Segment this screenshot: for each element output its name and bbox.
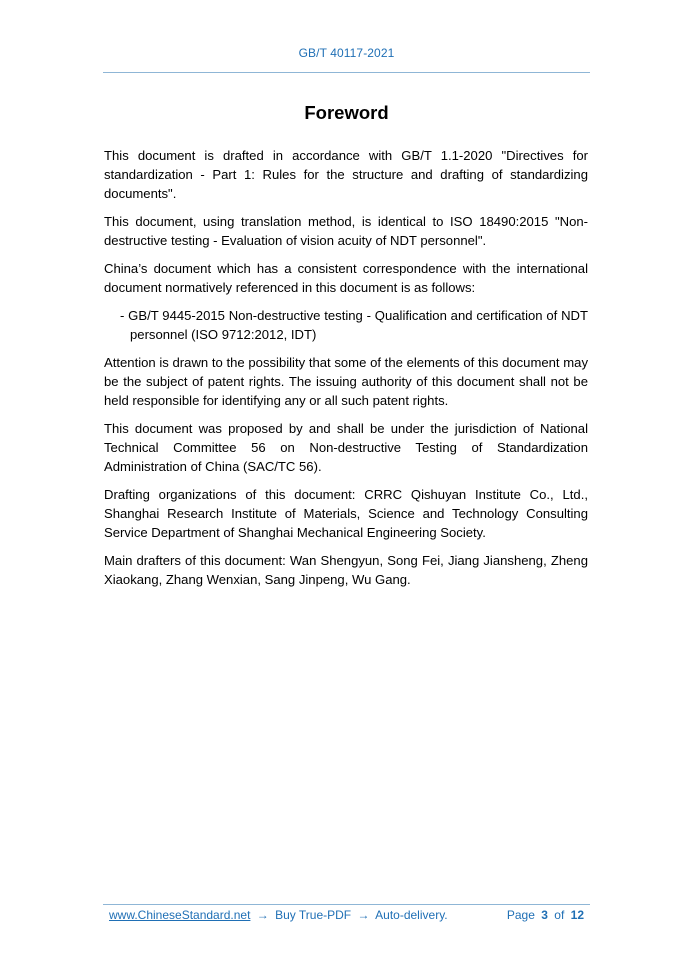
paragraph-main-drafters: Main drafters of this document: Wan Shengyun, Song Fei, Jiang Jiansheng, Zheng Xiaokang, Zhang Wenxian, Sang Jinpeng, Wu Gang. xyxy=(104,553,588,587)
page-footer xyxy=(109,908,587,922)
footer-divider xyxy=(103,904,590,905)
arrow-right-icon: → xyxy=(256,908,269,922)
list-item-referenced-standard: - GB/T 9445-2015 Non-destructive testing - Qualification and certification of NDT personnel (ISO 9712:2012, IDT) xyxy=(120,308,588,342)
section-title: Foreword xyxy=(304,102,389,123)
paragraph-correspondence: China’s document which has a consistent correspondence with the international document normatively referenced in this document is as follows: xyxy=(104,261,588,295)
paragraph-jurisdiction: This document was proposed by and shall be under the jurisdiction of National Technical Committee 56 on Non-destructive Testing of Standardization Administration of China (SAC/TC 56). xyxy=(104,421,588,474)
auto-delivery-text: Auto-delivery. xyxy=(375,908,448,922)
page-of-label: of xyxy=(554,908,565,922)
site-link[interactable]: www.ChineseStandard.net xyxy=(109,908,251,922)
paragraph-translation-method: This document, using translation method, is identical to ISO 18490:2015 "Non-destructive testing - Evaluation of vision acuity of NDT personnel". xyxy=(104,214,588,248)
paragraph-patent-rights: Attention is drawn to the possibility that some of the elements of this document may be the subject of patent rights. The issuing authority of this document shall not be held responsible for identifying any or all such patent rights. xyxy=(104,355,588,408)
page-label: Page xyxy=(506,908,535,922)
paragraph-drafting-organizations: Drafting organizations of this document: CRRC Qishuyan Institute Co., Ltd., Shanghai Research Institute of Materials, Science and Technology Consulting Service Department of Shanghai Mechanical Engineering Society. xyxy=(104,487,588,540)
arrow-right-icon: → xyxy=(357,908,370,922)
buy-true-pdf-text: Buy True-PDF xyxy=(275,908,352,922)
header-divider xyxy=(103,72,590,73)
page-header-doc-code: GB/T 40117-2021 xyxy=(298,46,395,60)
paragraph-drafting-rules: This document is drafted in accordance with GB/T 1.1-2020 "Directives for standardization - Part 1: Rules for the structure and drafting of standardizing documents". xyxy=(104,148,588,201)
page-number xyxy=(507,908,587,922)
foreword-body xyxy=(104,146,588,598)
page-total: 12 xyxy=(570,908,584,922)
page-current: 3 xyxy=(541,908,548,922)
